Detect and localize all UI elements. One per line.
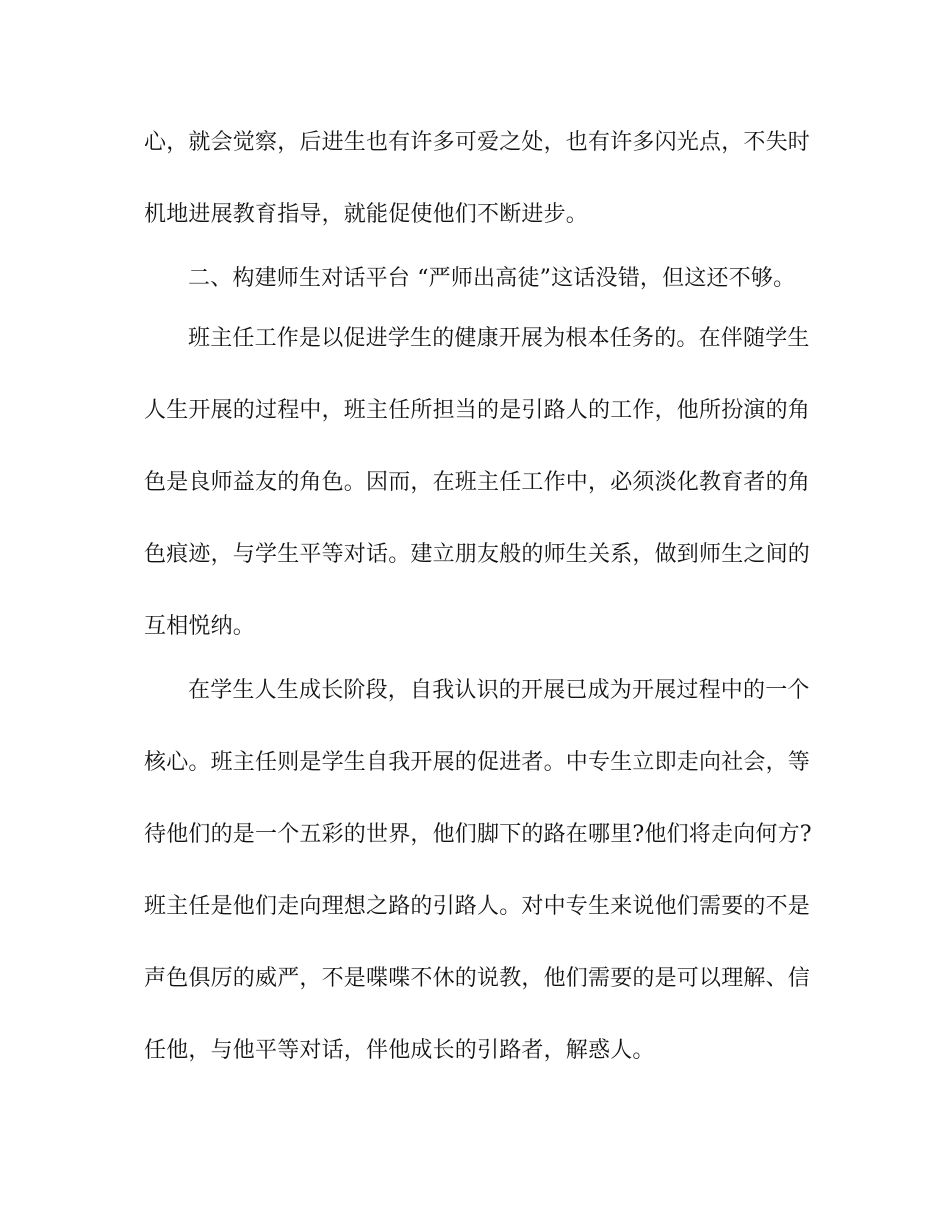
text-line: 互相悦纳。 [144, 614, 256, 639]
text-line: 在学生人生成长阶段，自我认识的开展已成为开展过程中的一个 [188, 678, 810, 703]
text-line: 人生开展的过程中，班主任所担当的是引路人的工作，他所扮演的角 [144, 398, 811, 423]
text-line: 班主任工作是以促进学生的健康开展为根本任务的。在伴随学生 [188, 326, 810, 351]
text-line: 声色俱厉的威严，不是喋喋不休的说教，他们需要的是可以理解、信 [144, 966, 811, 991]
text-line: 机地进展教育指导，就能促使他们不断进步。 [144, 202, 589, 227]
text-line: 班主任是他们走向理想之路的引路人。对中专生来说他们需要的不是 [144, 894, 811, 919]
text-line: 任他，与他平等对话，伴他成长的引路者，解惑人。 [144, 1038, 655, 1063]
text-line: 色痕迹，与学生平等对话。建立朋友般的师生关系，做到师生之间的 [144, 542, 811, 567]
text-line: 色是良师益友的角色。因而，在班主任工作中，必须淡化教育者的角 [144, 470, 811, 495]
text-line: 待他们的是一个五彩的世界，他们脚下的路在哪里?他们将走向何方? [144, 822, 812, 847]
text-line: 核心。班主任则是学生自我开展的促进者。中专生立即走向社会，等 [144, 750, 811, 775]
section-heading-line: 二、构建师生对话平台 “严师出高徒”这话没错，但这还不够。 [188, 266, 796, 291]
text-line: 心，就会觉察，后进生也有许多可爱之处，也有许多闪光点，不失时 [144, 130, 811, 155]
